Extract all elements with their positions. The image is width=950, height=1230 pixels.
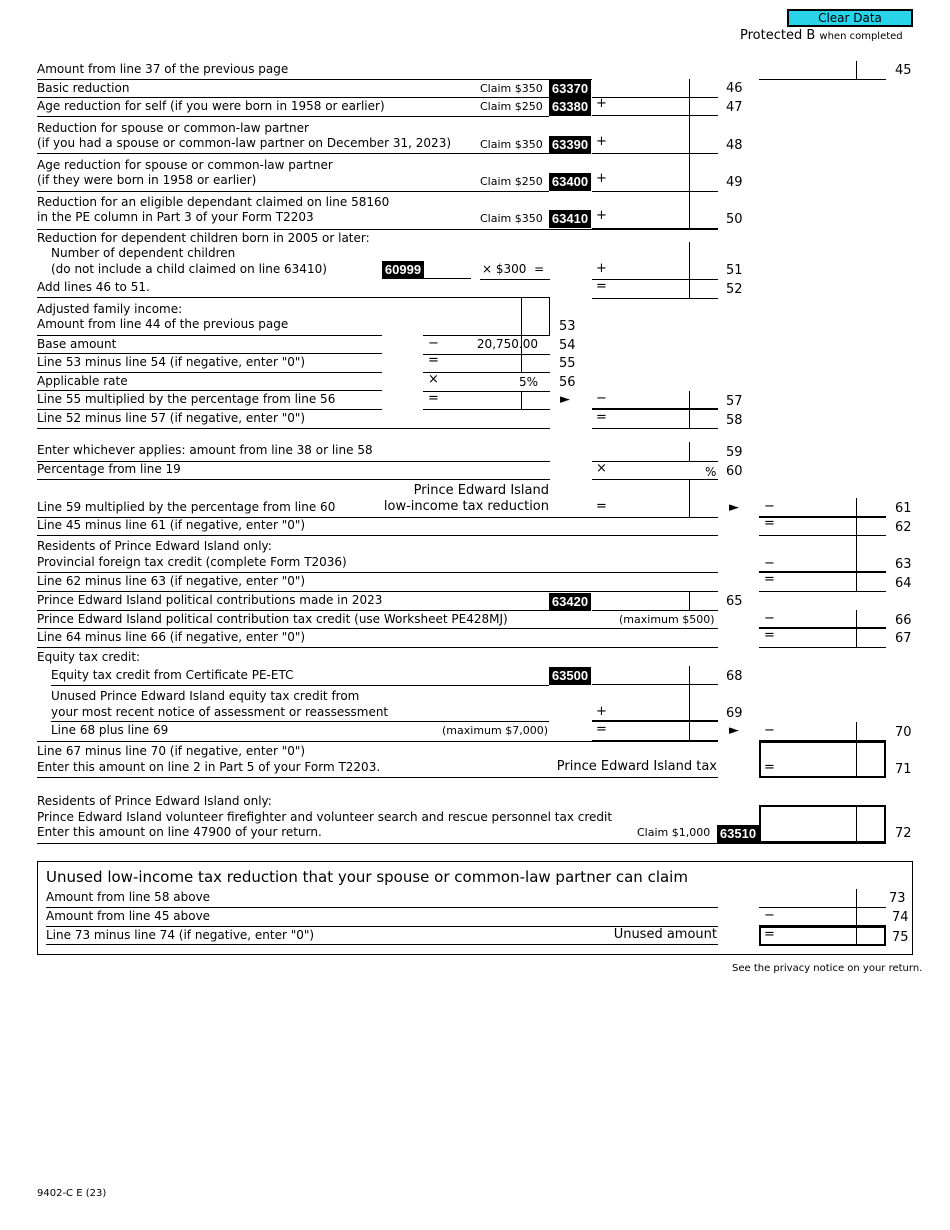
line-number-62: 62	[895, 520, 912, 535]
line-70-field[interactable]	[759, 722, 886, 742]
line-70a-field[interactable]	[592, 722, 718, 741]
row-57-label: Line 55 multiplied by the percentage from line 56	[37, 392, 336, 406]
plus-sign: +	[596, 261, 607, 276]
row-71-label-a: Line 67 minus line 70 (if negative, enter "0")	[37, 744, 306, 758]
row-68-label-b: Equity tax credit from Certificate PE-ETC	[51, 668, 294, 682]
line-number-58: 58	[726, 413, 743, 428]
line-number-55: 55	[559, 356, 576, 371]
line-number-74: 74	[892, 910, 909, 925]
line-number-61: 61	[895, 501, 912, 516]
plus-sign: +	[596, 171, 607, 186]
line-58-field[interactable]	[592, 410, 718, 429]
row-75-label: Line 73 minus line 74 (if negative, enter "0")	[46, 928, 315, 942]
claim-46: Claim $350	[480, 82, 543, 95]
row-65-label: Prince Edward Island political contributions made in 2023	[37, 593, 383, 607]
equals-sign: =	[428, 391, 439, 406]
row-46-label: Basic reduction	[37, 81, 130, 95]
line-57-field[interactable]	[592, 391, 718, 410]
unused-section-title: Unused low-income tax reduction that your spouse or common-law partner can claim	[46, 868, 688, 886]
times-300: × $300 =	[482, 262, 545, 276]
equals-sign: =	[764, 516, 775, 531]
line-47-field[interactable]	[592, 97, 718, 116]
claim-50: Claim $350	[480, 212, 543, 225]
code-63500: 63500	[549, 667, 591, 685]
row-51-label-a: Reduction for dependent children born in 2005 or later:	[37, 231, 370, 245]
code-63380: 63380	[549, 98, 591, 116]
line-number-51: 51	[726, 263, 743, 278]
row-49-label-a: Age reduction for spouse or common-law partner	[37, 158, 333, 172]
line-number-54: 54	[559, 338, 576, 353]
row-61-label: Line 59 multiplied by the percentage from line 60	[37, 500, 336, 514]
line-number-63: 63	[895, 557, 912, 572]
equals-sign: =	[764, 628, 775, 643]
line-number-65: 65	[726, 594, 743, 609]
line-66-field[interactable]	[759, 610, 886, 629]
line-number-75: 75	[892, 930, 909, 945]
row-62-label: Line 45 minus line 61 (if negative, enter "0")	[37, 518, 306, 532]
row-63-label-a: Residents of Prince Edward Island only:	[37, 539, 272, 553]
row-69-label-b: your most recent notice of assessment or reassessment	[51, 705, 389, 719]
line-number-68: 68	[726, 669, 743, 684]
line-number-71: 71	[895, 762, 912, 777]
line-45-field[interactable]	[759, 61, 886, 80]
row-72-label-c: Enter this amount on line 47900 of your return.	[37, 825, 322, 839]
line-number-56: 56	[559, 375, 576, 390]
max-7000: (maximum $7,000)	[442, 724, 548, 737]
pei-tax-title: Prince Edward Island tax	[556, 759, 717, 774]
code-63400: 63400	[549, 173, 591, 191]
row-48-label-a: Reduction for spouse or common-law partner	[37, 121, 309, 135]
line-55-field[interactable]	[423, 354, 550, 373]
line-67-field[interactable]	[759, 629, 886, 648]
row-48-label-b: (if you had a spouse or common-law partner on December 31, 2023)	[37, 136, 452, 150]
base-amount-value: 20,750.00	[476, 337, 538, 351]
line-60999-field[interactable]	[424, 261, 471, 279]
row-68-label-a: Equity tax credit:	[37, 650, 141, 664]
equals-sign: =	[596, 499, 607, 514]
times-sign: ×	[596, 461, 607, 476]
row-71-label-b: Enter this amount on line 2 in Part 5 of your Form T2203.	[37, 760, 381, 774]
code-63420: 63420	[549, 593, 591, 611]
plus-sign: +	[596, 208, 607, 223]
claim-47: Claim $250	[480, 100, 543, 113]
row-67-label: Line 64 minus line 66 (if negative, enter "0")	[37, 630, 306, 644]
line-73-field[interactable]	[759, 889, 886, 908]
equals-sign: =	[428, 353, 439, 368]
row-73-label: Amount from line 58 above	[46, 890, 211, 904]
line-number-53: 53	[559, 319, 576, 334]
row-54-label: Base amount	[37, 337, 117, 351]
line-61a-field[interactable]	[592, 480, 718, 518]
line-53-field[interactable]	[423, 297, 550, 336]
row-70-label: Line 68 plus line 69	[51, 723, 169, 737]
max-500: (maximum $500)	[619, 613, 715, 626]
line-65-field[interactable]	[592, 592, 718, 611]
line-number-73: 73	[889, 891, 906, 906]
times-sign: ×	[428, 372, 439, 387]
rate-value: 5%	[518, 375, 538, 389]
line-64-field[interactable]	[759, 573, 886, 592]
minus-sign: −	[764, 499, 775, 514]
code-63390: 63390	[549, 136, 591, 154]
row-66-label: Prince Edward Island political contribution tax credit (use Worksheet PE428MJ)	[37, 612, 508, 626]
low-income-title-1: Prince Edward Island	[413, 483, 549, 498]
line-number-50: 50	[726, 212, 743, 227]
code-63370: 63370	[549, 80, 591, 98]
line-69-field[interactable]	[592, 685, 718, 722]
line-number-66: 66	[895, 613, 912, 628]
line-number-52: 52	[726, 282, 743, 297]
line-49-field[interactable]	[592, 154, 718, 192]
line-75-field[interactable]	[759, 926, 886, 946]
minus-sign: −	[764, 556, 775, 571]
minus-sign: −	[428, 336, 439, 351]
plus-sign: +	[596, 704, 607, 719]
row-50-label-a: Reduction for an eligible dependant claimed on line 58160	[37, 195, 390, 209]
code-60999: 60999	[382, 261, 424, 279]
row-53-label-a: Adjusted family income:	[37, 302, 183, 316]
line-50-field[interactable]	[592, 191, 718, 229]
line-72-field[interactable]	[759, 805, 886, 843]
equals-sign: =	[764, 927, 775, 942]
line-number-67: 67	[895, 631, 912, 646]
claim-49: Claim $250	[480, 175, 543, 188]
line-71-field[interactable]	[759, 741, 886, 778]
row-55-label: Line 53 minus line 54 (if negative, enter "0")	[37, 355, 306, 369]
line-62-field[interactable]	[759, 518, 886, 536]
line-68-field[interactable]	[592, 666, 718, 685]
code-63410: 63410	[549, 210, 591, 228]
line-51-field[interactable]	[592, 242, 718, 280]
arrow-icon: ►	[729, 723, 739, 738]
row-45-label: Amount from line 37 of the previous page	[37, 62, 289, 76]
minus-sign: −	[764, 908, 775, 923]
row-69-label-a: Unused Prince Edward Island equity tax credit from	[51, 689, 360, 703]
row-50-label-b: in the PE column in Part 3 of your Form T2203	[37, 210, 314, 224]
line-number-45: 45	[895, 63, 912, 78]
row-59-label: Enter whichever applies: amount from line 38 or line 58	[37, 443, 373, 457]
row-72-label-b: Prince Edward Island volunteer firefighter and volunteer search and rescue personnel tax credit	[37, 810, 613, 824]
equals-sign: =	[596, 722, 607, 737]
line-number-49: 49	[726, 175, 743, 190]
line-57a-field[interactable]	[423, 391, 550, 410]
minus-sign: −	[596, 391, 607, 406]
line-number-47: 47	[726, 100, 743, 115]
equals-sign: =	[764, 572, 775, 587]
plus-sign: +	[596, 134, 607, 149]
claim-72: Claim $1,000	[637, 826, 711, 839]
row-64-label: Line 62 minus line 63 (if negative, enter "0")	[37, 574, 306, 588]
row-53-label-b: Amount from line 44 of the previous page	[37, 317, 289, 331]
form-id: 9402-C E (23)	[37, 1188, 107, 1199]
row-58-label: Line 52 minus line 57 (if negative, enter "0")	[37, 411, 306, 425]
row-51-label-b: Number of dependent children	[51, 246, 236, 260]
line-74-field[interactable]	[759, 908, 886, 927]
arrow-icon: ►	[560, 392, 570, 407]
privacy-notice: See the privacy notice on your return.	[732, 963, 923, 974]
code-63510: 63510	[717, 825, 759, 843]
row-52-label: Add lines 46 to 51.	[37, 280, 150, 294]
row-56-label: Applicable rate	[37, 374, 128, 388]
line-number-69: 69	[726, 706, 743, 721]
equals-sign: =	[764, 760, 775, 775]
line-number-64: 64	[895, 576, 912, 591]
minus-sign: −	[764, 611, 775, 626]
minus-sign: −	[764, 723, 775, 738]
line-60-field[interactable]	[592, 461, 718, 480]
clear-data-button[interactable]: Clear Data	[787, 9, 913, 27]
claim-48: Claim $350	[480, 138, 543, 151]
line-number-60: 60	[726, 464, 743, 479]
row-49-label-b: (if they were born in 1958 or earlier)	[37, 173, 257, 187]
line-number-72: 72	[895, 826, 912, 841]
line-59-field[interactable]	[592, 442, 718, 462]
low-income-title-2: low-income tax reduction	[383, 499, 549, 514]
line-46-field[interactable]	[592, 79, 718, 98]
line-63-field[interactable]	[759, 536, 886, 573]
line-number-57: 57	[726, 394, 743, 409]
unused-amount-title: Unused amount	[613, 927, 717, 942]
row-47-label: Age reduction for self (if you were born in 1958 or earlier)	[37, 99, 385, 113]
line-number-46: 46	[726, 81, 743, 96]
line-number-59: 59	[726, 445, 743, 460]
row-74-label: Amount from line 45 above	[46, 909, 211, 923]
protected-b-label: Protected B when completed	[740, 28, 903, 43]
line-61-field[interactable]	[759, 498, 886, 518]
arrow-icon: ►	[729, 500, 739, 515]
row-72-label-a: Residents of Prince Edward Island only:	[37, 794, 272, 808]
row-60-label: Percentage from line 19	[37, 462, 181, 476]
line-number-48: 48	[726, 138, 743, 153]
line-number-70: 70	[895, 725, 912, 740]
line-48-field[interactable]	[592, 116, 718, 154]
percent-sign: %	[705, 465, 717, 479]
equals-sign: =	[596, 410, 607, 425]
line-52-field[interactable]	[592, 280, 718, 299]
row-63-label-b: Provincial foreign tax credit (complete Form T2036)	[37, 555, 347, 569]
row-51-label-c: (do not include a child claimed on line 63410)	[51, 262, 327, 276]
equals-sign: =	[596, 279, 607, 294]
plus-sign: +	[596, 96, 607, 111]
